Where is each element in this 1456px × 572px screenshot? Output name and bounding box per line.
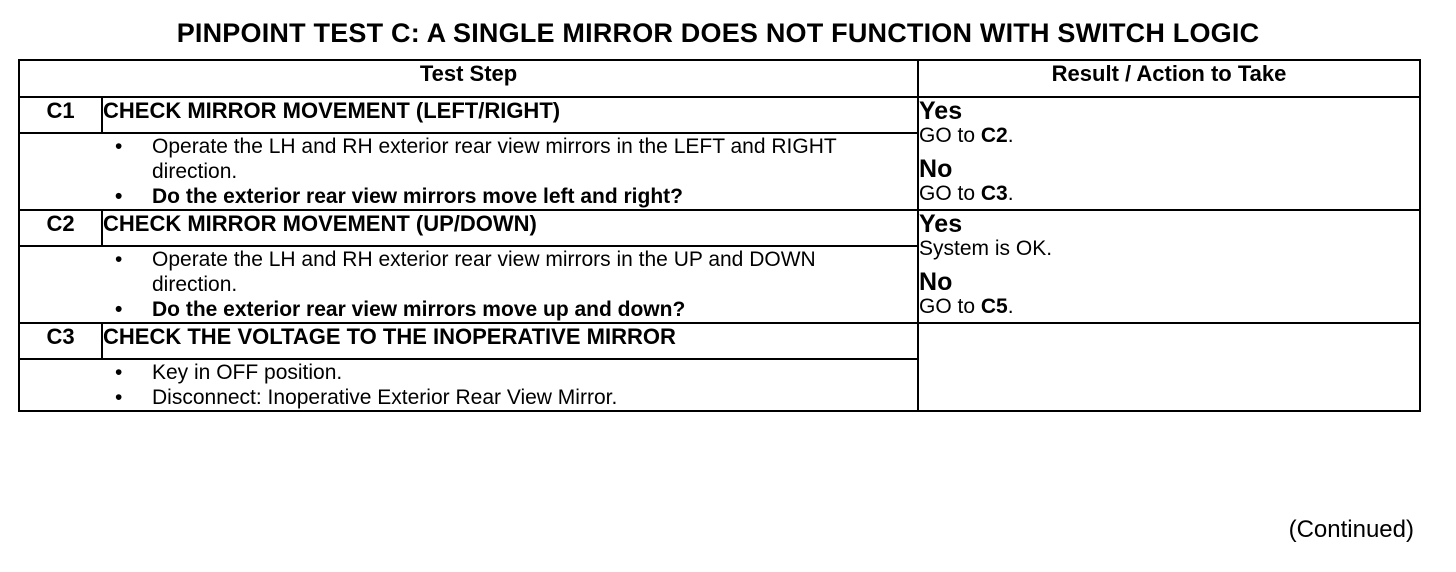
step-bullet: • Disconnect: Inoperative Exterior Rear View Mirror. (115, 386, 618, 409)
step-number: C2 (19, 210, 102, 246)
test-step-header: Test Step (19, 60, 918, 97)
step-bullet: • Operate the LH and RH exterior rear view mirrors in the LEFT and RIGHT direction. (115, 135, 837, 183)
step-bullet: • Operate the LH and RH exterior rear view mirrors in the UP and DOWN direction. (115, 248, 816, 296)
bullet-dot-icon: • (115, 185, 123, 208)
pinpoint-test-table (18, 59, 1421, 412)
bullet-dot-icon: • (115, 298, 123, 321)
step-body (19, 246, 918, 323)
result-no (919, 156, 1419, 206)
step-question: • Do the exterior rear view mirrors move up and down? (115, 298, 686, 321)
result-answer: No (919, 268, 953, 296)
step-row-c2 (19, 210, 1420, 246)
result-yes (919, 211, 1419, 261)
result-action: GO to C3. (919, 182, 1014, 205)
result-action: System is OK. (919, 237, 1053, 260)
step-question: • Do the exterior rear view mirrors move left and right? (115, 185, 683, 208)
result-action: GO to C2. (919, 124, 1014, 147)
bullet-dot-icon: • (115, 135, 123, 158)
step-row-c1 (19, 97, 1420, 133)
result-no (919, 269, 1419, 319)
result-yes (919, 98, 1419, 148)
result-answer: No (919, 155, 953, 183)
step-title: CHECK THE VOLTAGE TO THE INOPERATIVE MIRROR (102, 323, 918, 359)
page-title: PINPOINT TEST C: A SINGLE MIRROR DOES NOT FUNCTION WITH SWITCH LOGIC (176, 18, 1260, 48)
bullet-dot-icon: • (115, 361, 123, 384)
result-answer: Yes (919, 97, 963, 125)
result-cell-c1 (918, 97, 1420, 210)
step-title: CHECK MIRROR MOVEMENT (UP/DOWN) (102, 210, 918, 246)
step-number: C3 (19, 323, 102, 359)
result-action: GO to C5. (919, 295, 1014, 318)
step-row-c3 (19, 323, 1420, 359)
header-row (19, 60, 1420, 97)
bullet-dot-icon: • (115, 248, 123, 271)
continued-label: (Continued) (1288, 516, 1414, 543)
goto-target-c5: C5 (980, 295, 1008, 318)
result-cell-c3 (918, 323, 1420, 411)
goto-target-c2: C2 (980, 124, 1008, 147)
step-bullet: • Key in OFF position. (115, 361, 343, 384)
bullet-dot-icon: • (115, 386, 123, 409)
step-title: CHECK MIRROR MOVEMENT (LEFT/RIGHT) (102, 97, 918, 133)
result-header: Result / Action to Take (918, 60, 1420, 97)
step-body (19, 133, 918, 210)
goto-target-c3: C3 (980, 182, 1008, 205)
step-body (19, 359, 918, 411)
step-number: C1 (19, 97, 102, 133)
result-answer: Yes (919, 210, 963, 238)
result-cell-c2 (918, 210, 1420, 323)
